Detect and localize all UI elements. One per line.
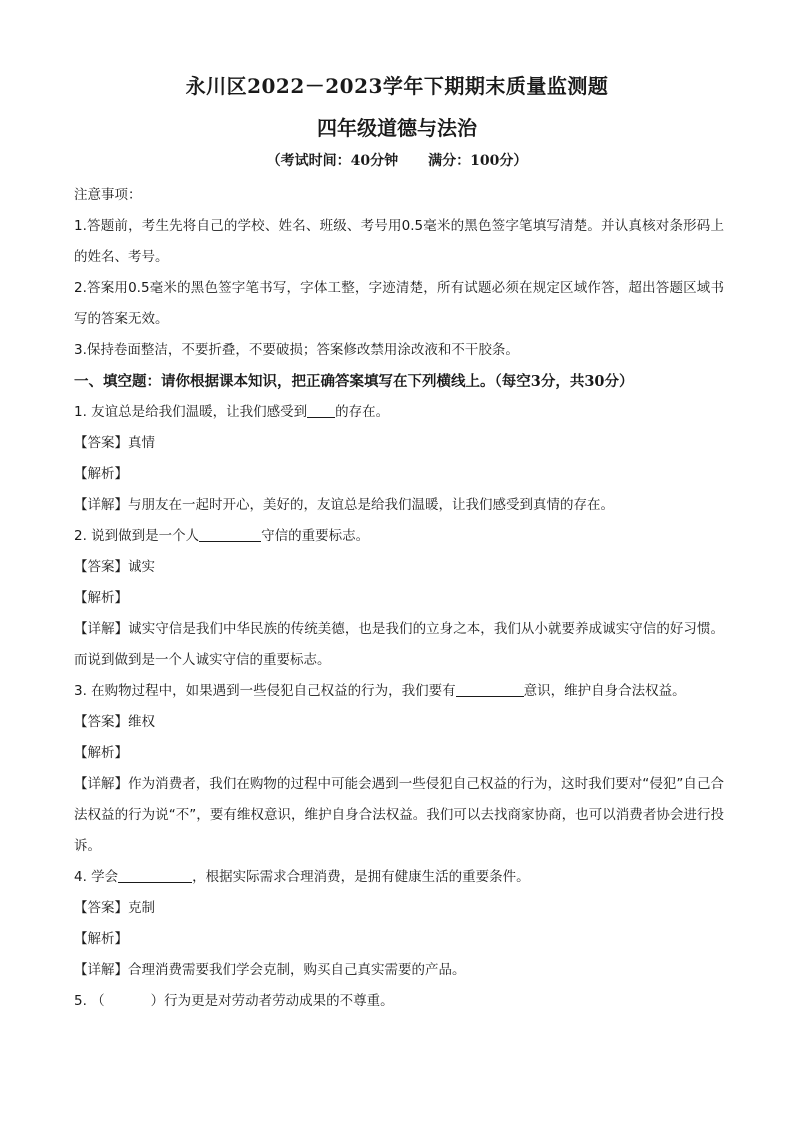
exam-subject: 四年级道德与法治 xyxy=(317,116,477,140)
question-4-text-pre: 4. 学会 xyxy=(74,869,119,885)
analysis-label: 【解析】 xyxy=(74,745,128,761)
question-4-detail xyxy=(74,955,724,986)
question-3-blank xyxy=(456,680,524,697)
question-1-analysis xyxy=(74,459,724,490)
answer-value: 真情 xyxy=(128,435,155,451)
detail-label: 【详解】 xyxy=(74,776,129,792)
notice-heading: 注意事项： xyxy=(74,187,142,203)
question-1 xyxy=(74,397,724,428)
detail-text: 与朋友在一起时开心，美好的，友谊总是给我们温暖，让我们感受到真情的存在。 xyxy=(128,497,614,513)
answer-value: 克制 xyxy=(128,900,155,916)
question-3-text-post: 意识，维护自身合法权益。 xyxy=(523,683,686,699)
question-1-answer xyxy=(74,428,724,459)
notice-item-3: 3.保持卷面整洁，不要折叠，不要破损；答案修改禁用涂改液和不干胶条。 xyxy=(74,342,519,358)
answer-label: 【答案】 xyxy=(74,435,128,451)
question-4-text-post: ，根据实际需求合理消费，是拥有健康生活的重要条件。 xyxy=(192,869,530,885)
question-4-answer xyxy=(74,893,724,924)
exam-time: （考试时间：40分钟 xyxy=(266,153,399,169)
question-3-detail xyxy=(74,769,724,862)
question-4-blank xyxy=(118,866,192,883)
question-2-text-post: 守信的重要标志。 xyxy=(261,528,370,544)
answer-label: 【答案】 xyxy=(74,714,128,730)
analysis-label: 【解析】 xyxy=(74,931,128,947)
detail-text: 合理消费需要我们学会克制，购买自己真实需要的产品。 xyxy=(128,962,466,978)
question-5 xyxy=(74,986,724,1017)
exam-title: 永川区2022－2023学年下期期末质量监测题 xyxy=(185,74,609,98)
question-2 xyxy=(74,521,724,552)
section-1-heading: 一、填空题：请你根据课本知识，把正确答案填写在下列横线上。（每空3分，共30分） xyxy=(74,373,634,390)
question-1-blank xyxy=(307,401,335,418)
analysis-label: 【解析】 xyxy=(74,590,128,606)
detail-text: 作为消费者，我们在购物的过程中可能会遇到一些侵犯自己权益的行为，这时我们要对“侵犯”自己合法权益的行为说“不”，要有维权意识，维护自身合法权益。我们可以去找商家协商，也可以消费者协会进行投诉。 xyxy=(74,776,724,854)
question-4 xyxy=(74,862,724,893)
answer-label: 【答案】 xyxy=(74,900,128,916)
answer-label: 【答案】 xyxy=(74,559,128,575)
exam-body xyxy=(74,180,724,1017)
question-5-text-pre: 5. （ xyxy=(74,993,105,1009)
question-1-text-post: 的存在。 xyxy=(335,404,390,420)
question-3-text-pre: 3. 在购物过程中，如果遇到一些侵犯自己权益的行为，我们要有 xyxy=(74,683,456,699)
question-3 xyxy=(74,676,724,707)
question-2-detail xyxy=(74,614,724,676)
detail-label: 【详解】 xyxy=(74,621,129,637)
detail-label: 【详解】 xyxy=(74,962,128,978)
question-2-text-pre: 2. 说到做到是一个人 xyxy=(74,528,200,544)
question-5-text-post: ）行为更是对劳动者劳动成果的不尊重。 xyxy=(150,993,394,1009)
question-2-answer xyxy=(74,552,724,583)
question-2-blank xyxy=(199,525,261,542)
full-score: 满分：100分） xyxy=(428,153,528,169)
exam-info xyxy=(0,150,794,170)
question-3-answer xyxy=(74,707,724,738)
notice-item-1: 1.答题前，考生先将自己的学校、姓名、班级、考号用0.5毫米的黑色签字笔填写清楚。并认真核对条形码上的姓名、考号。 xyxy=(74,218,724,265)
answer-value: 维权 xyxy=(128,714,155,730)
detail-label: 【详解】 xyxy=(74,497,128,513)
question-3-analysis xyxy=(74,738,724,769)
notice-item-2: 2.答案用0.5毫米的黑色签字笔书写，字体工整，字迹清楚，所有试题必须在规定区域作答，超出答题区域书写的答案无效。 xyxy=(74,280,724,327)
question-4-analysis xyxy=(74,924,724,955)
analysis-label: 【解析】 xyxy=(74,466,128,482)
question-1-text-pre: 1. 友谊总是给我们温暖，让我们感受到 xyxy=(74,404,308,420)
question-1-detail xyxy=(74,490,724,521)
answer-value: 诚实 xyxy=(128,559,155,575)
question-2-analysis xyxy=(74,583,724,614)
detail-text: 诚实守信是我们中华民族的传统美德，也是我们的立身之本，我们从小就要养成诚实守信的好习惯。而说到做到是一个人诚实守信的重要标志。 xyxy=(74,621,725,668)
